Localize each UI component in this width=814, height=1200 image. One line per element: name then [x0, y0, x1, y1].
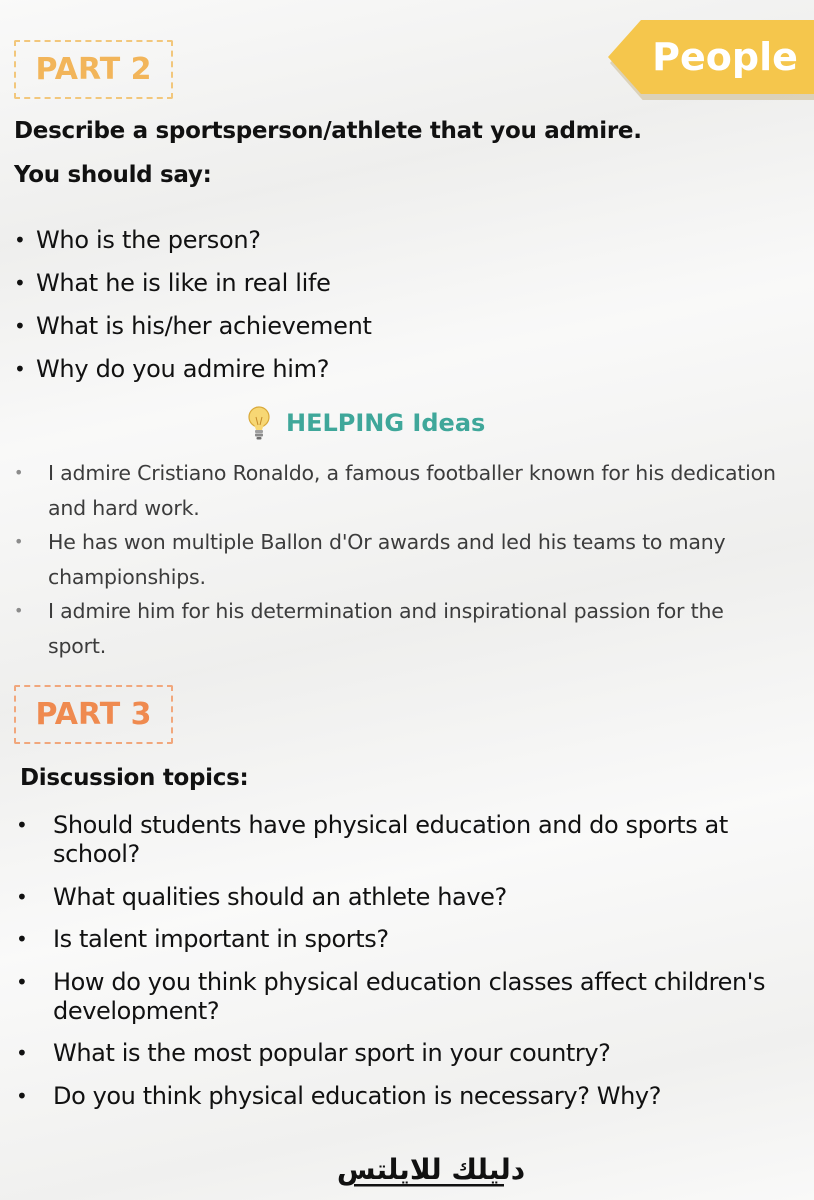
cue-card-subtitle: You should say:	[14, 162, 212, 188]
cue-card-prompts	[14, 222, 794, 394]
discussion-topics	[14, 811, 804, 1124]
prompt-item: • What is his/her achievement	[14, 308, 794, 351]
idea-item: • I admire him for his determination and inspirational passion for the sport.	[14, 594, 784, 663]
topic-item: • Should students have physical education and do sports at school?	[14, 811, 804, 869]
brand-logo	[336, 1148, 526, 1192]
part2-label: PART 2	[35, 52, 152, 87]
lightbulb-icon	[246, 405, 272, 441]
prompt-item: • Who is the person?	[14, 222, 794, 265]
prompt-item: • What he is like in real life	[14, 265, 794, 308]
topic-item: • What is the most popular sport in your country?	[14, 1039, 804, 1068]
topic-item: • How do you think physical education classes affect children's development?	[14, 968, 804, 1026]
helping-ideas-label: HELPING Ideas	[286, 409, 486, 437]
logo-text: دليلك للايلتس	[336, 1153, 526, 1186]
topic-item: • Do you think physical education is necessary? Why?	[14, 1082, 804, 1111]
topic-item: • What qualities should an athlete have?	[14, 883, 804, 912]
discussion-title: Discussion topics:	[20, 765, 249, 791]
part3-badge	[14, 685, 173, 744]
idea-item: • I admire Cristiano Ronaldo, a famous footballer known for his dedication and hard work.	[14, 456, 784, 525]
idea-item: • He has won multiple Ballon d'Or awards and led his teams to many championships.	[14, 525, 784, 594]
prompt-item: • Why do you admire him?	[14, 351, 794, 394]
cue-card-title: Describe a sportsperson/athlete that you admire.	[14, 118, 642, 144]
helping-ideas-list	[14, 456, 784, 663]
part2-badge	[14, 40, 173, 99]
topic-item: • Is talent important in sports?	[14, 925, 804, 954]
category-label: People	[652, 35, 798, 79]
helping-ideas-heading	[246, 405, 485, 441]
part3-label: PART 3	[35, 697, 152, 732]
category-ribbon	[608, 20, 814, 96]
